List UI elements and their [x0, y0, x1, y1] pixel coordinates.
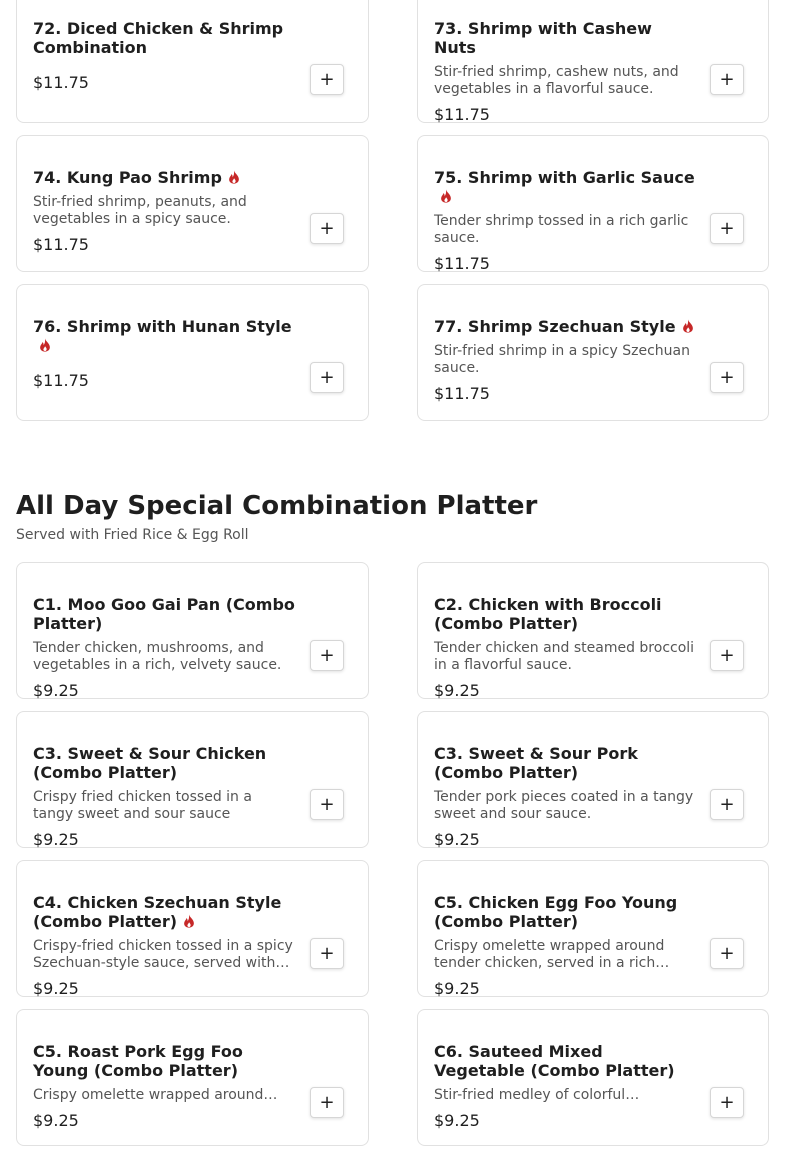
- menu-item-card[interactable]: [16, 284, 369, 421]
- add-to-cart-button[interactable]: [310, 938, 344, 969]
- section-subtitle: Served with Fried Rice & Egg Roll: [16, 527, 249, 543]
- menu-item-details: [33, 744, 295, 849]
- add-to-cart-button[interactable]: [710, 789, 744, 820]
- menu-item-card[interactable]: [417, 562, 769, 699]
- menu-item-details: [434, 744, 696, 849]
- plus-icon: +: [319, 68, 335, 90]
- menu-item-price: $9.25: [33, 1111, 79, 1130]
- plus-icon: +: [319, 942, 335, 964]
- menu-item-description: Crispy-fried chicken tossed in a spicy Szechuan-style sauce, served with…: [33, 938, 293, 971]
- menu-item-card[interactable]: [16, 135, 369, 272]
- add-to-cart-button[interactable]: [310, 640, 344, 671]
- menu-item-card[interactable]: [417, 711, 769, 848]
- add-to-cart-button[interactable]: [310, 64, 344, 95]
- plus-icon: +: [319, 366, 335, 388]
- menu-item-price: $9.25: [434, 1111, 480, 1130]
- menu-item-card[interactable]: [16, 562, 369, 699]
- menu-item-title: [434, 744, 696, 782]
- menu-item-card[interactable]: [16, 1009, 369, 1146]
- menu-item-title: [33, 317, 295, 355]
- menu-grid-combo-platter: [16, 562, 769, 1158]
- add-to-cart-button[interactable]: [710, 938, 744, 969]
- menu-item-price: $9.25: [33, 979, 79, 998]
- menu-item-title: [434, 168, 696, 206]
- menu-item-details: [33, 317, 295, 390]
- menu-item-details: [33, 595, 295, 700]
- menu-item-details: [33, 19, 295, 92]
- menu-item-price: $11.75: [434, 254, 490, 273]
- menu-item-card[interactable]: [16, 0, 369, 123]
- menu-item-title: [434, 893, 696, 931]
- menu-item-card[interactable]: [417, 0, 769, 123]
- menu-item-title: [33, 1042, 295, 1080]
- menu-item-name: 75. Shrimp with Garlic Sauce: [434, 168, 695, 187]
- menu-item-price: $9.25: [434, 979, 480, 998]
- menu-item-details: [434, 893, 696, 998]
- menu-item-details: [33, 893, 295, 998]
- flame-icon: [440, 188, 452, 202]
- menu-item-name: C6. Sauteed Mixed Vegetable (Combo Platter): [434, 1042, 675, 1080]
- menu-item-details: [434, 1042, 696, 1130]
- menu-item-name: C5. Chicken Egg Foo Young (Combo Platter): [434, 893, 678, 931]
- menu-item-title: [33, 744, 295, 782]
- menu-item-details: [33, 168, 295, 254]
- plus-icon: +: [319, 1091, 335, 1113]
- menu-item-description: Tender chicken, mushrooms, and vegetables in a rich, velvety sauce.: [33, 640, 282, 673]
- menu-item-name: C3. Sweet & Sour Chicken (Combo Platter): [33, 744, 267, 782]
- menu-item-details: [434, 595, 696, 700]
- menu-item-details: [33, 1042, 295, 1130]
- menu-item-title: [434, 1042, 696, 1080]
- menu-item-price: $11.75: [434, 105, 490, 124]
- add-to-cart-button[interactable]: [710, 640, 744, 671]
- plus-icon: +: [319, 217, 335, 239]
- add-to-cart-button[interactable]: [310, 789, 344, 820]
- menu-item-description: Tender shrimp tossed in a rich garlic sauce.: [434, 213, 689, 246]
- menu-grid-shrimp: [16, 0, 769, 433]
- plus-icon: +: [719, 217, 735, 239]
- menu-item-description: Crispy omelette wrapped around…: [33, 1087, 278, 1103]
- menu-item-name: 74. Kung Pao Shrimp: [33, 168, 222, 187]
- add-to-cart-button[interactable]: [710, 64, 744, 95]
- menu-item-description: Stir-fried shrimp, cashew nuts, and vegetables in a flavorful sauce.: [434, 64, 679, 97]
- menu-item-title: [434, 595, 696, 633]
- plus-icon: +: [719, 793, 735, 815]
- section-title: All Day Special Combination Platter: [16, 491, 538, 521]
- menu-item-name: C4. Chicken Szechuan Style (Combo Platter): [33, 893, 282, 931]
- menu-item-details: [434, 19, 696, 124]
- menu-item-description: Tender pork pieces coated in a tangy sweet and sour sauce.: [434, 789, 694, 822]
- plus-icon: +: [719, 942, 735, 964]
- menu-item-price: $11.75: [33, 371, 89, 390]
- add-to-cart-button[interactable]: [310, 362, 344, 393]
- menu-item-description: Stir-fried medley of colorful…: [434, 1087, 640, 1103]
- menu-item-details: [434, 317, 696, 403]
- flame-icon: [228, 169, 240, 183]
- menu-item-title: [33, 595, 295, 633]
- add-to-cart-button[interactable]: [310, 213, 344, 244]
- menu-item-name: C5. Roast Pork Egg Foo Young (Combo Platter): [33, 1042, 243, 1080]
- menu-item-name: 76. Shrimp with Hunan Style: [33, 317, 292, 336]
- menu-item-card[interactable]: [417, 284, 769, 421]
- add-to-cart-button[interactable]: [710, 1087, 744, 1118]
- plus-icon: +: [319, 793, 335, 815]
- menu-item-card[interactable]: [417, 860, 769, 997]
- menu-item-price: $11.75: [434, 384, 490, 403]
- add-to-cart-button[interactable]: [310, 1087, 344, 1118]
- plus-icon: +: [719, 644, 735, 666]
- menu-item-price: $9.25: [33, 681, 79, 700]
- menu-item-name: C1. Moo Goo Gai Pan (Combo Platter): [33, 595, 295, 633]
- menu-item-card[interactable]: [16, 860, 369, 997]
- menu-item-title: [33, 19, 295, 57]
- menu-item-title: [33, 168, 295, 187]
- plus-icon: +: [319, 644, 335, 666]
- menu-item-price: $11.75: [33, 235, 89, 254]
- menu-item-description: Stir-fried shrimp, peanuts, and vegetables in a spicy sauce.: [33, 194, 247, 227]
- menu-item-title: [434, 317, 696, 336]
- menu-item-name: 72. Diced Chicken & Shrimp Combination: [33, 19, 284, 57]
- menu-item-card[interactable]: [16, 711, 369, 848]
- plus-icon: +: [719, 366, 735, 388]
- menu-item-price: $11.75: [33, 73, 89, 92]
- menu-item-card[interactable]: [417, 135, 769, 272]
- menu-item-price: $9.25: [33, 830, 79, 849]
- menu-item-name: 77. Shrimp Szechuan Style: [434, 317, 676, 336]
- flame-icon: [183, 913, 195, 927]
- menu-item-title: [434, 19, 696, 57]
- menu-item-description: Crispy fried chicken tossed in a tangy sweet and sour sauce: [33, 789, 252, 822]
- menu-item-title: [33, 893, 295, 931]
- menu-item-name: 73. Shrimp with Cashew Nuts: [434, 19, 652, 57]
- plus-icon: +: [719, 68, 735, 90]
- menu-item-description: Tender chicken and steamed broccoli in a flavorful sauce.: [434, 640, 695, 673]
- flame-icon: [39, 337, 51, 351]
- menu-item-name: C2. Chicken with Broccoli (Combo Platter): [434, 595, 662, 633]
- menu-item-description: Crispy omelette wrapped around tender chicken, served in a rich…: [434, 938, 670, 971]
- flame-icon: [682, 318, 694, 332]
- add-to-cart-button[interactable]: [710, 362, 744, 393]
- menu-item-description: Stir-fried shrimp in a spicy Szechuan sauce.: [434, 343, 690, 376]
- plus-icon: +: [719, 1091, 735, 1113]
- menu-item-details: [434, 168, 696, 273]
- menu-item-name: C3. Sweet & Sour Pork (Combo Platter): [434, 744, 638, 782]
- menu-item-card[interactable]: [417, 1009, 769, 1146]
- menu-item-price: $9.25: [434, 830, 480, 849]
- add-to-cart-button[interactable]: [710, 213, 744, 244]
- menu-item-price: $9.25: [434, 681, 480, 700]
